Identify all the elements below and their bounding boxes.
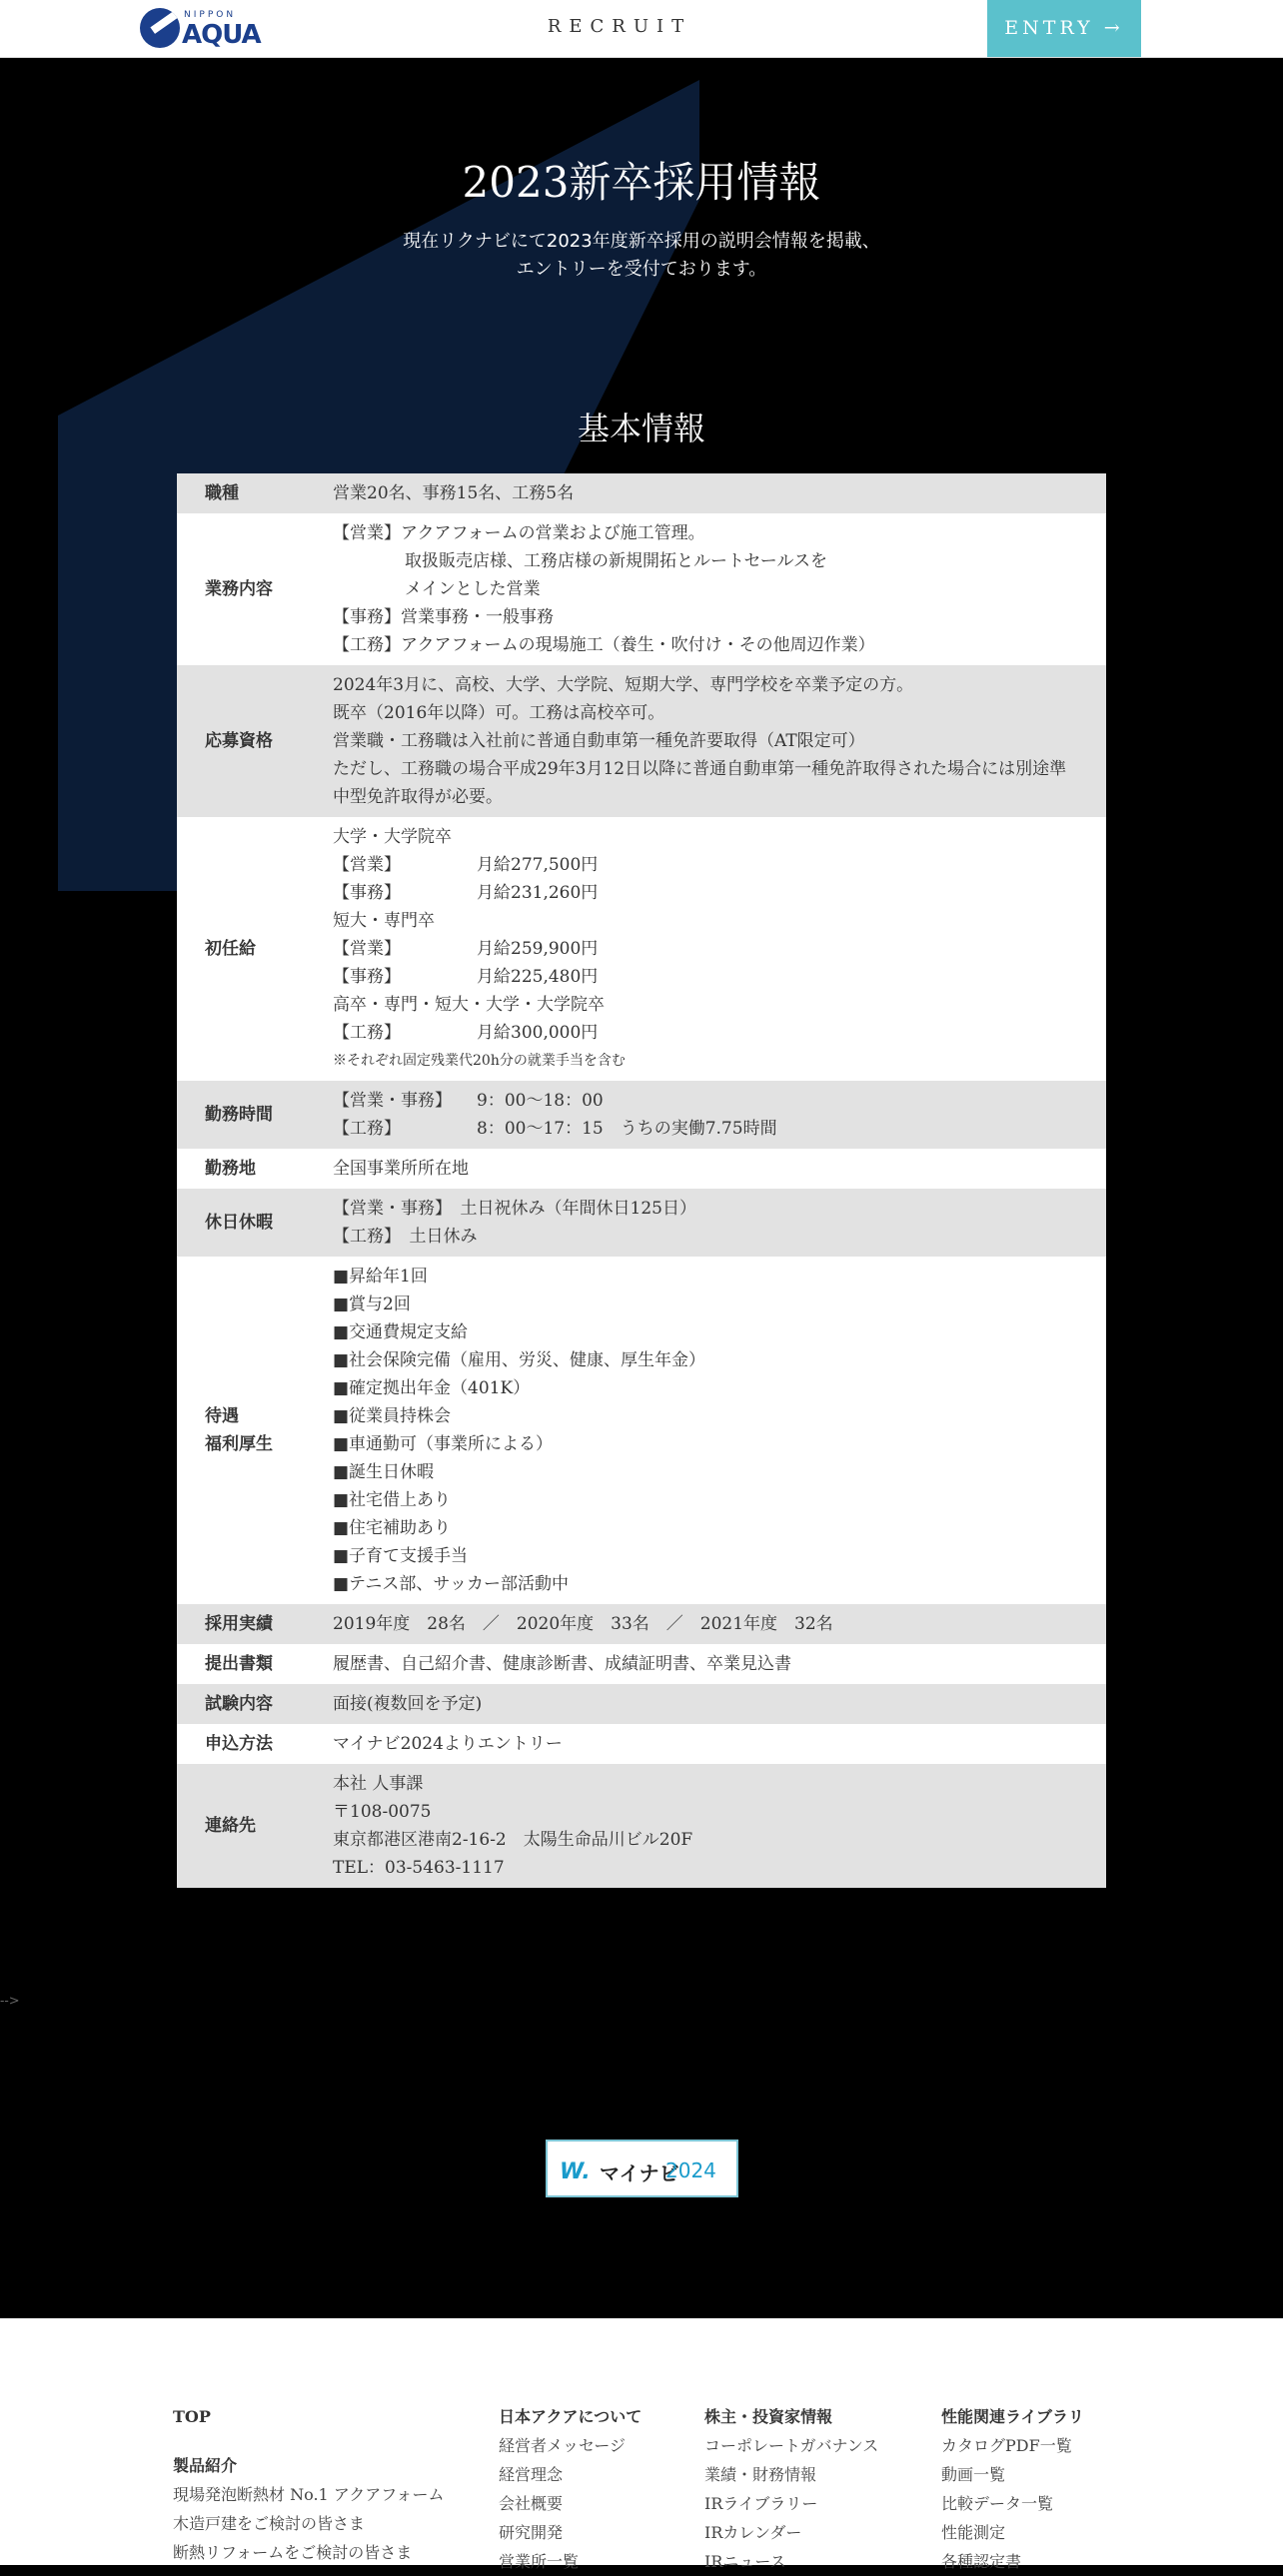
table-row (177, 1644, 1106, 1684)
footer-column-products (173, 2402, 445, 2567)
footer-heading[interactable]: 性能関連ライブラリ (941, 2407, 1085, 2426)
logo-big-text: AQUA (182, 20, 261, 50)
footer-heading[interactable]: 株主・投資家情報 (704, 2407, 833, 2426)
footer-heading[interactable]: 日本アクアについて (499, 2407, 642, 2426)
entry-button[interactable]: ENTRY → (987, 0, 1141, 57)
mynavi-2024-banner[interactable] (546, 2140, 738, 2197)
value-line (333, 879, 1076, 907)
row-label: 休日休暇 (205, 1213, 273, 1233)
footer-link[interactable]: 経営理念 (499, 2465, 564, 2484)
salary-value: 月給277,500円 (477, 855, 599, 875)
benefit-item: ■交通費規定支給 (333, 1322, 469, 1342)
value-line: メインとした営業 (405, 579, 541, 599)
salary-key: 【営業】 (333, 855, 401, 875)
recruit-info-table (177, 473, 1106, 1888)
stray-comment-text: --> (0, 1994, 20, 2009)
table-row (177, 473, 1106, 513)
footer-link[interactable]: 性能測定 (941, 2523, 1006, 2542)
hours-value: 8：00～17：15 うちの実働7.75時間 (477, 1119, 777, 1139)
table-row (177, 513, 1106, 665)
salary-key: 【営業】 (333, 939, 401, 959)
footer-link[interactable]: 会社概要 (499, 2494, 564, 2513)
row-label: 勤務時間 (205, 1105, 273, 1125)
row-label: 応募資格 (205, 731, 273, 751)
footer-link[interactable]: 各種認定書 (941, 2552, 1022, 2571)
footer-link[interactable]: 研究開発 (499, 2523, 564, 2542)
value-line (333, 851, 1076, 879)
benefit-item: ■賞与2回 (333, 1294, 411, 1314)
table-row (177, 1149, 1106, 1189)
footer-link[interactable]: IRライブラリー (704, 2494, 818, 2513)
footer-link[interactable]: 業績・財務情報 (704, 2465, 817, 2484)
value-line (333, 935, 1076, 963)
mynavi-banner-year: 2024 (665, 2158, 716, 2182)
value-line (333, 1115, 1076, 1143)
row-value: マイナビ2024よりエントリー (333, 1734, 563, 1754)
salary-value: 月給225,480円 (477, 967, 599, 987)
salary-key: 【事務】 (333, 967, 401, 987)
value-line: 【事務】営業事務・一般事務 (333, 607, 554, 627)
value-line: TEL：03-5463-1117 (333, 1858, 505, 1878)
row-value (333, 1081, 1106, 1149)
row-label (177, 1257, 333, 1604)
footer-column-library (941, 2402, 1084, 2576)
table-row (177, 817, 1106, 1081)
row-value (333, 817, 1106, 1081)
footer-link[interactable]: カタログPDF一覧 (941, 2436, 1072, 2455)
benefit-item: ■住宅補助あり (333, 1518, 452, 1538)
benefit-item: ■従業員持株会 (333, 1406, 452, 1426)
hero-sub-line-2: エントリーを受付ております。 (516, 259, 767, 280)
footer-link[interactable]: 比較データ一覧 (941, 2494, 1054, 2513)
value-line: 営業職・工務職は入社前に普通自動車第一種免許要取得（AT限定可） (333, 731, 865, 751)
footer-link[interactable]: 営業所一覧 (499, 2552, 580, 2571)
row-value: 履歴書、自己紹介書、健康診断書、成績証明書、卒業見込書 (333, 1654, 791, 1674)
row-label: 連絡先 (205, 1816, 256, 1836)
table-row (177, 1724, 1106, 1764)
value-line: 大学・大学院卒 (333, 827, 452, 847)
salary-value: 月給231,260円 (477, 883, 599, 903)
footer-heading[interactable]: 製品紹介 (173, 2456, 238, 2475)
label-line: 福利厚生 (205, 1434, 273, 1454)
benefit-item: ■社宅借上あり (333, 1490, 452, 1510)
row-value (333, 1764, 1106, 1888)
page-title: 2023新卒採用情報 (462, 158, 821, 207)
table-row (177, 1684, 1106, 1724)
footer-link-top[interactable]: TOP (173, 2407, 211, 2426)
value-line: 既卒（2016年以降）可。工務は高校卒可。 (333, 703, 665, 723)
value-line: 2024年3月に、高校、大学、大学院、短期大学、専門学校を卒業予定の方。 (333, 675, 914, 695)
hours-key: 【営業・事務】 (333, 1091, 452, 1111)
value-line: 取扱販売店様、工務店様の新規開拓とルートセールスを (405, 551, 827, 571)
row-label: 提出書類 (205, 1654, 273, 1674)
salary-note: ※それぞれ固定残業代20h分の就業手当を含む (333, 1053, 626, 1069)
table-row (177, 1189, 1106, 1257)
row-label: 初任給 (205, 939, 256, 959)
salary-value: 月給300,000円 (477, 1023, 599, 1043)
row-value (333, 665, 1106, 817)
nippon-aqua-logo[interactable] (140, 6, 260, 50)
mynavi-banner-text: マイナビ (600, 2161, 679, 2185)
section-title: 基本情報 (577, 410, 705, 447)
salary-key: 【工務】 (333, 1023, 401, 1043)
footer-link[interactable]: 経営者メッセージ (499, 2436, 627, 2455)
label-line: 待遇 (205, 1406, 239, 1426)
row-value: 2019年度 28名 ／ 2020年度 33名 ／ 2021年度 32名 (333, 1614, 833, 1634)
footer-link[interactable]: コーポレートガバナンス (704, 2436, 879, 2455)
benefit-item: ■誕生日休暇 (333, 1462, 435, 1482)
value-line (333, 1087, 1076, 1115)
table-row (177, 1764, 1106, 1888)
footer-link[interactable]: 木造戸建をご検討の皆さま (173, 2514, 366, 2533)
value-line: 【工務】 土日休み (333, 1227, 478, 1247)
footer-column-about (499, 2402, 642, 2576)
nav-recruit-link[interactable]: RECRUIT (547, 16, 692, 37)
value-line (333, 1019, 1076, 1047)
row-value (333, 513, 1106, 665)
value-line: 【営業】アクアフォームの営業および施工管理。 (333, 523, 705, 543)
table-row (177, 1604, 1106, 1644)
value-line (333, 963, 1076, 991)
table-row (177, 665, 1106, 817)
value-line: 本社 人事課 (333, 1774, 424, 1794)
row-value: 営業20名、事務15名、工務5名 (333, 483, 575, 503)
table-row (177, 1081, 1106, 1149)
mynavi-logo-icon: W. (560, 2159, 591, 2184)
hours-key: 【工務】 (333, 1119, 401, 1139)
site-header (0, 0, 1283, 58)
value-line: 短大・専門卒 (333, 911, 435, 931)
hours-value: 9：00～18：00 (477, 1091, 604, 1111)
row-value: 全国事業所所在地 (333, 1159, 469, 1179)
benefit-item: ■昇給年1回 (333, 1267, 428, 1287)
benefit-item: ■子育て支援手当 (333, 1546, 469, 1566)
hero-subtitle (0, 228, 1283, 284)
value-line: 東京都港区港南2-16-2 太陽生命品川ビル20F (333, 1830, 693, 1850)
row-label: 勤務地 (205, 1159, 256, 1179)
salary-key: 【事務】 (333, 883, 401, 903)
value-line: 【工務】アクアフォームの現場施工（養生・吹付け・その他周辺作業） (333, 635, 875, 655)
footer-link[interactable]: 動画一覧 (941, 2465, 1006, 2484)
value-line: 【営業・事務】 土日祝休み（年間休日125日） (333, 1199, 696, 1219)
row-value (333, 1257, 1106, 1604)
value-line: 〒108-0075 (333, 1802, 432, 1822)
logo-mark-icon (140, 8, 180, 48)
row-label: 試験内容 (205, 1694, 273, 1714)
benefit-item: ■テニス部、サッカー部活動中 (333, 1574, 570, 1594)
logo-small-text: NIPPON (184, 10, 237, 20)
row-label: 申込方法 (205, 1734, 273, 1754)
table-row (177, 1257, 1106, 1604)
row-label: 採用実績 (205, 1614, 273, 1634)
row-value: 面接(複数回を予定) (333, 1694, 483, 1714)
row-label: 業務内容 (205, 579, 273, 599)
salary-value: 月給259,900円 (477, 939, 599, 959)
footer-link[interactable]: IRカレンダー (704, 2523, 802, 2542)
hero-sub-line-1: 現在リクナビにて2023年度新卒採用の説明会情報を掲載、 (403, 231, 880, 252)
value-line: 高卒・専門・短大・大学・大学院卒 (333, 995, 605, 1015)
footer-column-ir (704, 2402, 878, 2576)
footer-link[interactable]: 断熱リフォームをご検討の皆さま (173, 2543, 413, 2562)
footer-link[interactable]: IRニュース (704, 2552, 786, 2571)
benefit-item: ■社会保険完備（雇用、労災、健康、厚生年金） (333, 1350, 706, 1370)
benefit-item: ■確定拠出年金（401K） (333, 1378, 531, 1398)
footer-link[interactable]: 現場発泡断熱材 No.1 アクアフォーム (173, 2485, 445, 2504)
row-label: 職種 (205, 483, 239, 503)
benefit-item: ■車通勤可（事業所による） (333, 1434, 554, 1454)
row-value (333, 1189, 1106, 1257)
value-line: ただし、工務職の場合平成29年3月12日以降に普通自動車第一種免許取得された場合には別途準中型免許取得が必要。 (333, 759, 1067, 807)
